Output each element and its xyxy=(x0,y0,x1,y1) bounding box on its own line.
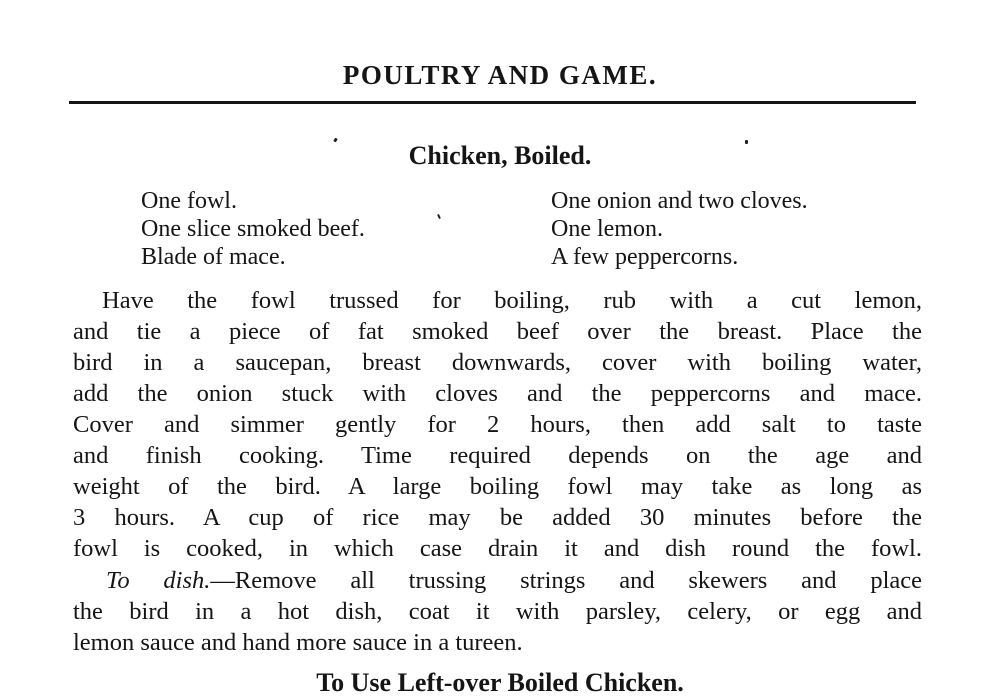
to-dish-text: —Remove all trussing strings and skewers and place xyxy=(210,567,922,594)
method-line: and tie a piece of fat smoked beef over the breast. Place the xyxy=(73,318,922,345)
ingredient-item: Blade of mace. xyxy=(141,244,286,270)
method-line: Cover and simmer gently for 2 hours, then add salt to taste xyxy=(73,411,922,438)
method-line: weight of the bird. A large boiling fowl may take as long as xyxy=(73,473,922,500)
ingredient-item: One onion and two cloves. xyxy=(551,188,808,214)
to-dish-line xyxy=(73,565,922,596)
ingredient-item: One slice smoked beef. xyxy=(141,216,365,242)
method-line: Have the fowl trussed for boiling, rub with a cut lemon, xyxy=(102,287,922,314)
ingredients-left-column xyxy=(141,187,365,271)
ingredients-right-column xyxy=(551,187,808,271)
to-dish-label: To dish. xyxy=(106,567,211,594)
method-line: bird in a saucepan, breast downwards, cover with boiling water, xyxy=(73,349,922,376)
to-dish-line: lemon sauce and hand more sauce in a tureen. xyxy=(73,629,523,656)
method-line: add the onion stuck with cloves and the peppercorns and mace. xyxy=(73,380,922,407)
next-recipe-title: To Use Left-over Boiled Chicken. xyxy=(316,668,684,697)
method-line: 3 hours. A cup of rice may be added 30 minutes before the xyxy=(73,504,922,531)
to-dish-line: the bird in a hot dish, coat it with parsley, celery, or egg and xyxy=(73,598,922,625)
header-rule xyxy=(69,101,916,104)
to-dish-paragraph xyxy=(73,565,922,658)
ingredient-item: A few peppercorns. xyxy=(551,244,739,270)
print-speck xyxy=(745,140,748,144)
method-line: and finish cooking. Time required depends on the age and xyxy=(73,442,922,469)
method-line: fowl is cooked, in which case drain it and dish round the fowl. xyxy=(73,535,922,562)
print-speck xyxy=(437,214,441,219)
method-paragraph xyxy=(73,285,922,564)
ingredient-item: One fowl. xyxy=(141,188,237,214)
recipe-title: Chicken, Boiled. xyxy=(408,141,592,170)
ingredient-item: One lemon. xyxy=(551,216,663,242)
running-head: POULTRY AND GAME. xyxy=(342,60,658,90)
